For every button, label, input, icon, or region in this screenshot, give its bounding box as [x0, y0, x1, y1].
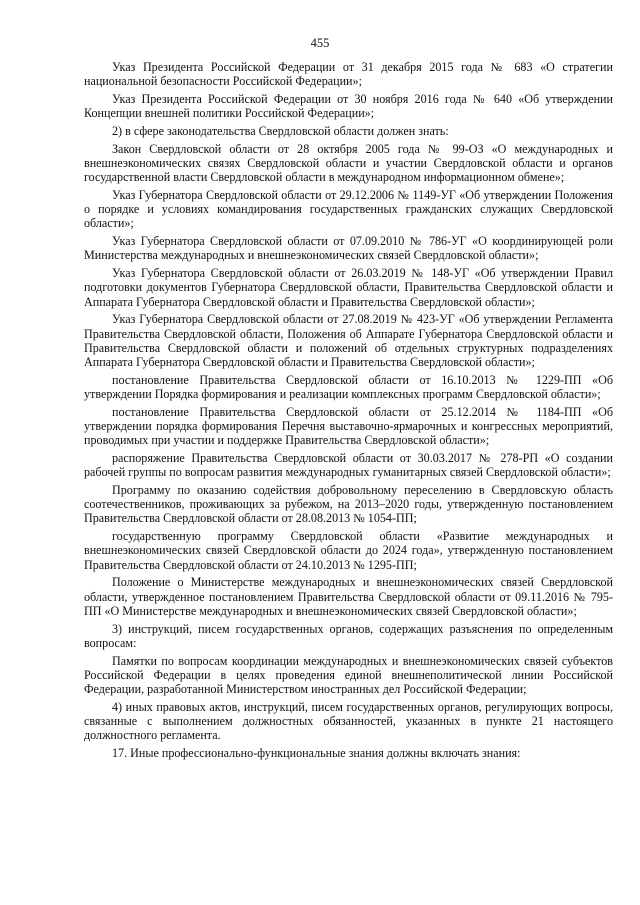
paragraph: Указ Президента Российской Федерации от 30 ноября 2016 года № 640 «Об утверждении Концепции внешней политики Российской Федерации»; — [84, 92, 613, 121]
page-number: 455 — [310, 36, 330, 50]
paragraph: Указ Губернатора Свердловской области от 29.12.2006 № 1149-УГ «Об утверждении Положения о порядке и условиях командирования государственных гражданских служащих Свердловской области»; — [84, 188, 613, 231]
paragraph: постановление Правительства Свердловской области от 25.12.2014 № 1184-ПП «Об утверждении порядка формирования Перечня выставочно-ярмарочных и конгрессных мероприятий, проводимых при участии и поддержке Правительства Свердловской области»; — [84, 404, 613, 448]
paragraph: постановление Правительства Свердловской области от 16.10.2013 № 1229-ПП «Об утверждении Порядка формирования и реализации комплексных программ Свердловской области»; — [84, 372, 613, 402]
paragraph: Указ Губернатора Свердловской области от 27.08.2019 № 423-УГ «Об утверждении Регламента Правительства Свердловской области, Положения об Аппарате Губернатора Свердловской области и Правительства Свердловской области и положений об отдельных структурных подразделениях Аппарата Губернатора Свердловской области и Правительства Свердловской области»; — [84, 312, 613, 370]
paragraph: 17. Иные профессионально-функциональные знания должны включать знания: — [112, 746, 521, 761]
paragraph: Указ Президента Российской Федерации от 31 декабря 2015 года № 683 «О стратегии национальной безопасности Российской Федерации»; — [84, 60, 613, 89]
paragraph: 4) иных правовых актов, инструкций, писем государственных органов, регулирующих вопросы, связанные с выполнением должностных обязанностей, указанных в пункте 21 настоящего должностного регламента. — [84, 699, 613, 743]
paragraph: Указ Губернатора Свердловской области от 26.03.2019 № 148-УГ «Об утверждении Правил подготовки документов Губернатора Свердловской области, Правительства Свердловской области и Аппарата Губернатора Свердловской области и Правительства Свердловской области»; — [84, 266, 613, 309]
paragraph: Положение о Министерстве международных и внешнеэкономических связей Свердловской области, утвержденное постановлением Правительства Свердловской области от 09.11.2016 № 795-ПП «О Министерстве международных и внешнеэкономических связей Свердловской области»; — [84, 575, 613, 618]
paragraph: Памятки по вопросам координации международных и внешнеэкономических связей субъектов Российской Федерации в целях проведения единой внешнеполитической линии Российской Федерации, разработанной Министерством иностранных дел Российской Федерации; — [84, 653, 613, 697]
paragraph: 3) инструкций, писем государственных органов, содержащих разъяснения по определенным вопросам: — [84, 621, 613, 650]
paragraph: Указ Губернатора Свердловской области от 07.09.2010 № 786-УГ «О координирующей роли Министерства международных и внешнеэкономических связей Свердловской области»; — [84, 234, 613, 263]
paragraph: 2) в сфере законодательства Свердловской области должен знать: — [112, 124, 449, 138]
document-body — [84, 60, 613, 764]
paragraph: Программу по оказанию содействия добровольному переселению в Свердловскую область соотечественников, проживающих за рубежом, на 2013–2020 годы, утвержденную постановлением Правительства Свердловской области от 28.08.2013 № 1054-ПП; — [84, 483, 613, 526]
paragraph: Закон Свердловской области от 28 октября 2005 года № 99-ОЗ «О международных и внешнеэкономических связях Свердловской области и участии Свердловской области и органов государственной власти Свердловской области в международном информационном обмене»; — [84, 141, 613, 185]
paragraph: государственную программу Свердловской области «Развитие международных и внешнеэкономических связей Свердловской области до 2024 года», утвержденную постановлением Правительства Свердловской области от 24.10.2013 № 1295-ПП; — [84, 529, 613, 572]
paragraph: распоряжение Правительства Свердловской области от 30.03.2017 № 278-РП «О создании рабочей группы по вопросам развития международных гуманитарных связей Свердловской области»; — [84, 451, 613, 480]
